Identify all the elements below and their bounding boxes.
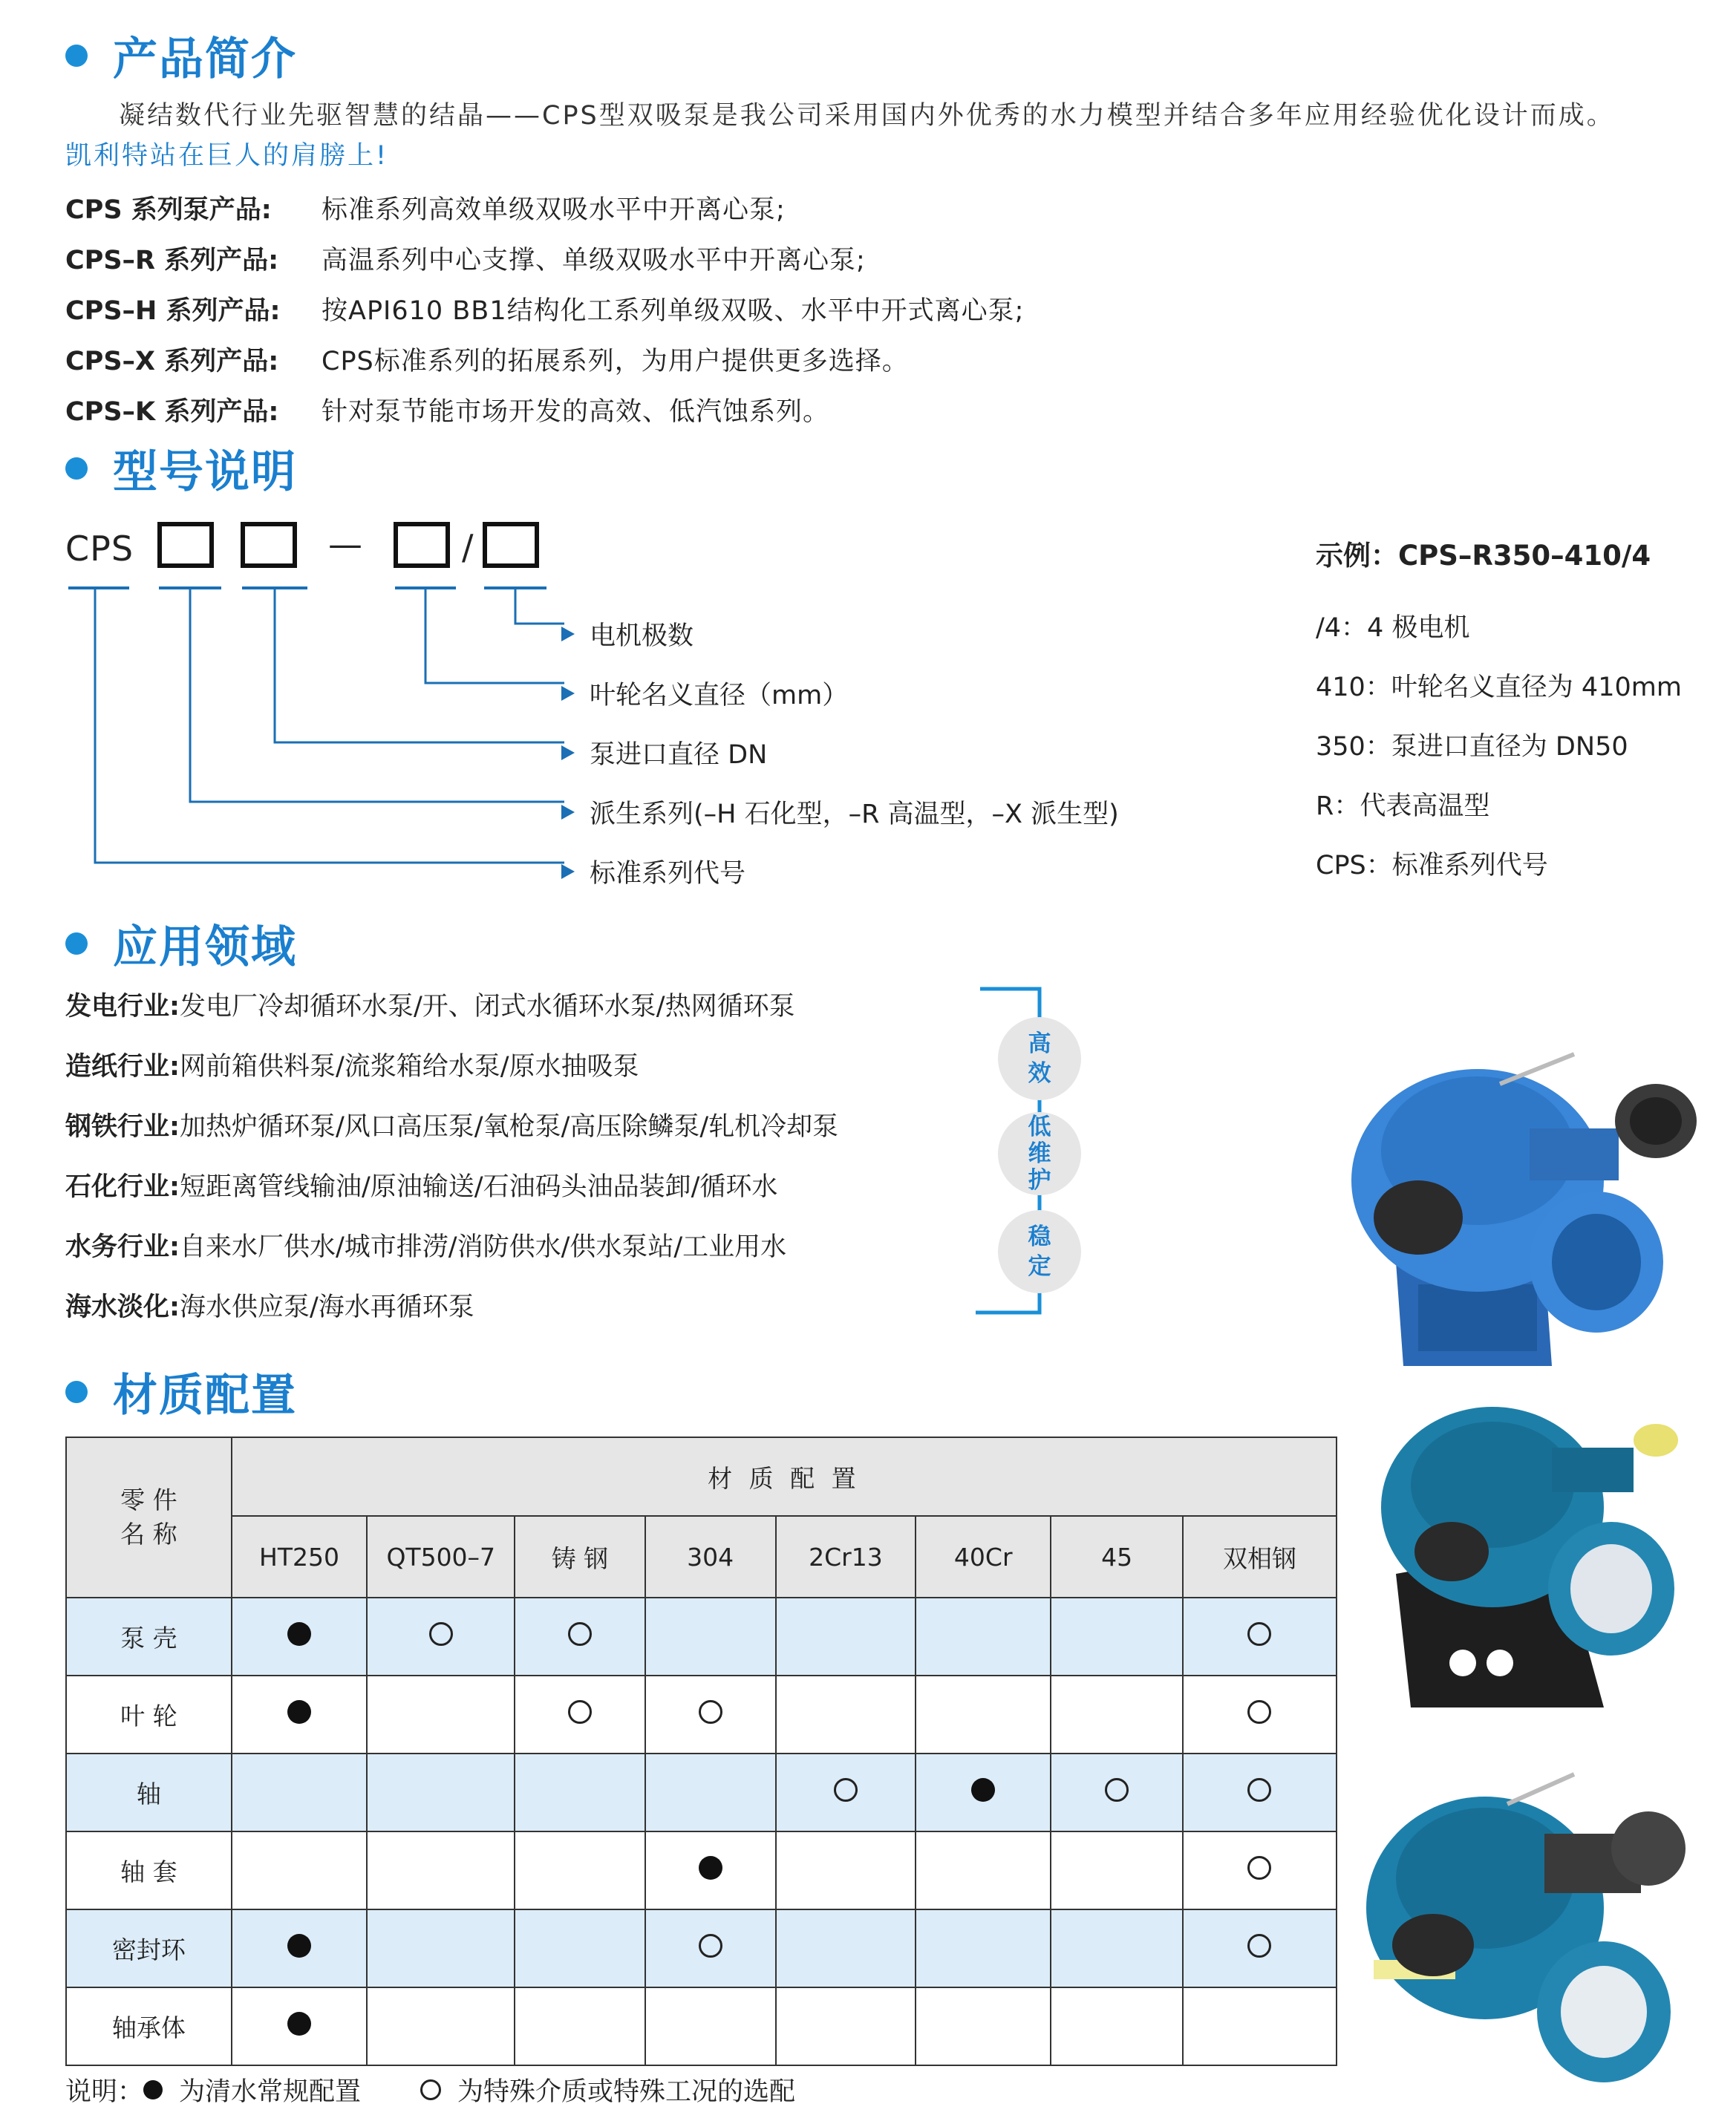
model-desc-item: 叶轮名义直径（mm） [561, 664, 1119, 723]
material-cell [916, 1598, 1051, 1676]
series-item: CPS 系列泵产品: 标准系列高效单级双吸水平中开离心泵; [65, 195, 786, 225]
material-cell [515, 1676, 645, 1754]
material-cell [367, 1598, 515, 1676]
model-dash: — [328, 524, 362, 564]
material-column-header: 45 [1051, 1516, 1183, 1598]
material-cell [645, 1598, 776, 1676]
material-cell [232, 1909, 368, 1987]
table-row [66, 1754, 1337, 1831]
filled-circle-icon [143, 2080, 163, 2099]
material-cell [232, 1754, 368, 1831]
badge-low-maintenance: 低 维 护 [998, 1112, 1081, 1195]
model-desc-item: 标准系列代号 [561, 842, 1119, 901]
model-example-item: R：代表高温型 [1316, 791, 1490, 821]
open-circle-icon [1247, 1700, 1271, 1724]
material-column-header: 铸 钢 [515, 1516, 645, 1598]
material-cell [1183, 1909, 1337, 1987]
material-cell [776, 1831, 916, 1909]
material-cell [232, 1831, 368, 1909]
material-column-header: HT250 [232, 1516, 368, 1598]
intro-paragraph: 凝结数代行业先驱智慧的结晶——CPS型双吸泵是我公司采用国内外优秀的水力模型并结合多年应用经验优化设计而成。 [119, 101, 1615, 131]
material-cell [515, 1987, 645, 2065]
arrow-right-icon [561, 745, 575, 760]
material-column-header: 40Cr [916, 1516, 1051, 1598]
application-item: 钢铁行业: 加热炉循环泵/风口高压泵/氧枪泵/高压除鳞泵/轧机冷却泵 [65, 1112, 839, 1142]
arrow-right-icon [561, 805, 575, 820]
material-cell [776, 1598, 916, 1676]
material-cell [1183, 1598, 1337, 1676]
part-name-cell: 轴 [66, 1754, 232, 1831]
material-cell [916, 1831, 1051, 1909]
bullet-icon [65, 932, 88, 955]
open-circle-icon [699, 1700, 722, 1724]
model-connector-lines [0, 0, 594, 891]
model-desc-item: 电机极数 [561, 604, 1119, 664]
part-name-cell: 轴 套 [66, 1831, 232, 1909]
open-circle-icon [1247, 1856, 1271, 1880]
part-name-cell: 密封环 [66, 1909, 232, 1987]
material-cell [916, 1676, 1051, 1754]
material-column-header: 2Cr13 [776, 1516, 916, 1598]
materials-legend: 说明： 为清水常规配置 为特殊介质或特殊工况的选配 [65, 2077, 796, 2107]
application-item: 发电行业: 发电厂冷却循环水泵/开、闭式水循环水泵/热网循环泵 [65, 992, 795, 1022]
material-cell [916, 1987, 1051, 2065]
material-cell [1051, 1676, 1183, 1754]
material-cell [1051, 1831, 1183, 1909]
model-desc-item: 派生系列(–H 石化型，–R 高温型，–X 派生型) [561, 782, 1119, 842]
arrow-right-icon [561, 627, 575, 641]
material-cell [1051, 1987, 1183, 2065]
arrow-right-icon [561, 686, 575, 701]
model-example-item: 350：泵进口直径为 DN50 [1316, 732, 1628, 762]
material-cell [1183, 1676, 1337, 1754]
material-cell [515, 1909, 645, 1987]
bullet-icon [65, 1381, 88, 1403]
open-circle-icon [1247, 1622, 1271, 1646]
part-name-cell: 轴承体 [66, 1987, 232, 2065]
material-cell [776, 1909, 916, 1987]
badge-efficient: 高 效 [998, 1017, 1081, 1100]
material-column-header: QT500–7 [367, 1516, 515, 1598]
open-circle-icon [429, 1622, 453, 1646]
material-cell [1183, 1831, 1337, 1909]
table-row [66, 1676, 1337, 1754]
material-group-header: 材 质 配 置 [232, 1437, 1337, 1516]
material-cell [916, 1754, 1051, 1831]
table-row [66, 1909, 1337, 1987]
material-cell [1183, 1987, 1337, 2065]
model-desc-item: 泵进口直径 DN [561, 723, 1119, 782]
series-item: CPS–X 系列产品: CPS标准系列的拓展系列，为用户提供更多选择。 [65, 347, 909, 376]
arrow-right-icon [561, 864, 575, 879]
material-cell [515, 1831, 645, 1909]
model-example-item: CPS：标准系列代号 [1316, 851, 1548, 880]
open-circle-icon [1247, 1934, 1271, 1958]
pump-image-blue [1351, 1039, 1708, 1381]
table-row [66, 1598, 1337, 1676]
application-item: 海水淡化: 海水供应泵/海水再循环泵 [65, 1292, 474, 1322]
series-item: CPS–R 系列产品: 高温系列中心支撑、单级双吸水平中开离心泵; [65, 246, 866, 275]
open-circle-icon [1105, 1778, 1129, 1802]
pump-image-teal [1366, 1396, 1708, 1715]
application-item: 造纸行业: 网前箱供料泵/流浆箱给水泵/原水抽吸泵 [65, 1052, 639, 1082]
part-name-cell: 泵 壳 [66, 1598, 232, 1676]
materials-table [65, 1437, 1337, 2066]
material-cell [916, 1909, 1051, 1987]
material-cell [645, 1754, 776, 1831]
application-item: 水务行业: 自来水厂供水/城市排涝/消防供水/供水泵站/工业用水 [65, 1232, 787, 1262]
model-prefix: CPS [65, 529, 134, 569]
open-circle-icon [568, 1700, 592, 1724]
material-cell [367, 1831, 515, 1909]
material-cell [367, 1987, 515, 2065]
material-cell [367, 1754, 515, 1831]
section-applications-title: 应用领域 [65, 912, 297, 975]
section-model-title: 型号说明 [65, 437, 297, 500]
material-cell [1183, 1754, 1337, 1831]
filled-circle-icon [287, 2012, 311, 2036]
material-cell [1051, 1754, 1183, 1831]
material-cell [776, 1987, 916, 2065]
section-materials-title: 材质配置 [65, 1360, 297, 1424]
badge-stable: 稳 定 [998, 1210, 1081, 1293]
filled-circle-icon [287, 1622, 311, 1646]
section-intro-title: 产品简介 [65, 24, 297, 88]
filled-circle-icon [287, 1934, 311, 1958]
material-cell [367, 1676, 515, 1754]
pump-image-teal-2 [1359, 1767, 1708, 2094]
part-name-cell: 叶 轮 [66, 1676, 232, 1754]
material-cell [645, 1909, 776, 1987]
material-cell [645, 1831, 776, 1909]
material-cell [232, 1987, 368, 2065]
material-cell [645, 1676, 776, 1754]
material-cell [232, 1676, 368, 1754]
part-name-header: 零 件 名 称 [66, 1437, 232, 1598]
filled-circle-icon [287, 1700, 311, 1724]
material-cell [776, 1676, 916, 1754]
material-column-header: 304 [645, 1516, 776, 1598]
table-row [66, 1987, 1337, 2065]
model-example-item: 410：叶轮名义直径为 410mm [1316, 673, 1682, 702]
model-example-list [1316, 607, 1682, 904]
filled-circle-icon [699, 1856, 722, 1880]
model-slash: / [462, 527, 474, 567]
material-cell [1051, 1909, 1183, 1987]
intro-slogan: 凯利特站在巨人的肩膀上! [65, 141, 389, 171]
table-row [66, 1831, 1337, 1909]
material-cell [515, 1598, 645, 1676]
table-column-row [66, 1516, 1337, 1598]
open-circle-icon [568, 1622, 592, 1646]
filled-circle-icon [971, 1778, 995, 1802]
open-circle-icon [420, 2079, 441, 2100]
model-example-title: 示例：CPS–R350–410/4 [1316, 540, 1651, 572]
table-header-row [66, 1437, 1337, 1516]
model-desc-list [561, 604, 1119, 901]
material-cell [1051, 1598, 1183, 1676]
material-cell [232, 1598, 368, 1676]
open-circle-icon [699, 1934, 722, 1958]
material-cell [776, 1754, 916, 1831]
series-item: CPS–H 系列产品: 按API610 BB1结构化工系列单级双吸、水平中开式离心泵; [65, 296, 1025, 326]
model-example-item: /4：4 极电机 [1316, 613, 1470, 643]
application-list [65, 986, 838, 1347]
material-cell [515, 1754, 645, 1831]
material-column-header: 双相钢 [1183, 1516, 1337, 1598]
open-circle-icon [834, 1778, 858, 1802]
material-cell [367, 1909, 515, 1987]
application-item: 石化行业: 短距离管线输油/原油输送/石油码头油品装卸/循环水 [65, 1172, 778, 1202]
series-item: CPS–K 系列产品: 针对泵节能市场开发的高效、低汽蚀系列。 [65, 397, 830, 427]
open-circle-icon [1247, 1778, 1271, 1802]
material-cell [645, 1987, 776, 2065]
